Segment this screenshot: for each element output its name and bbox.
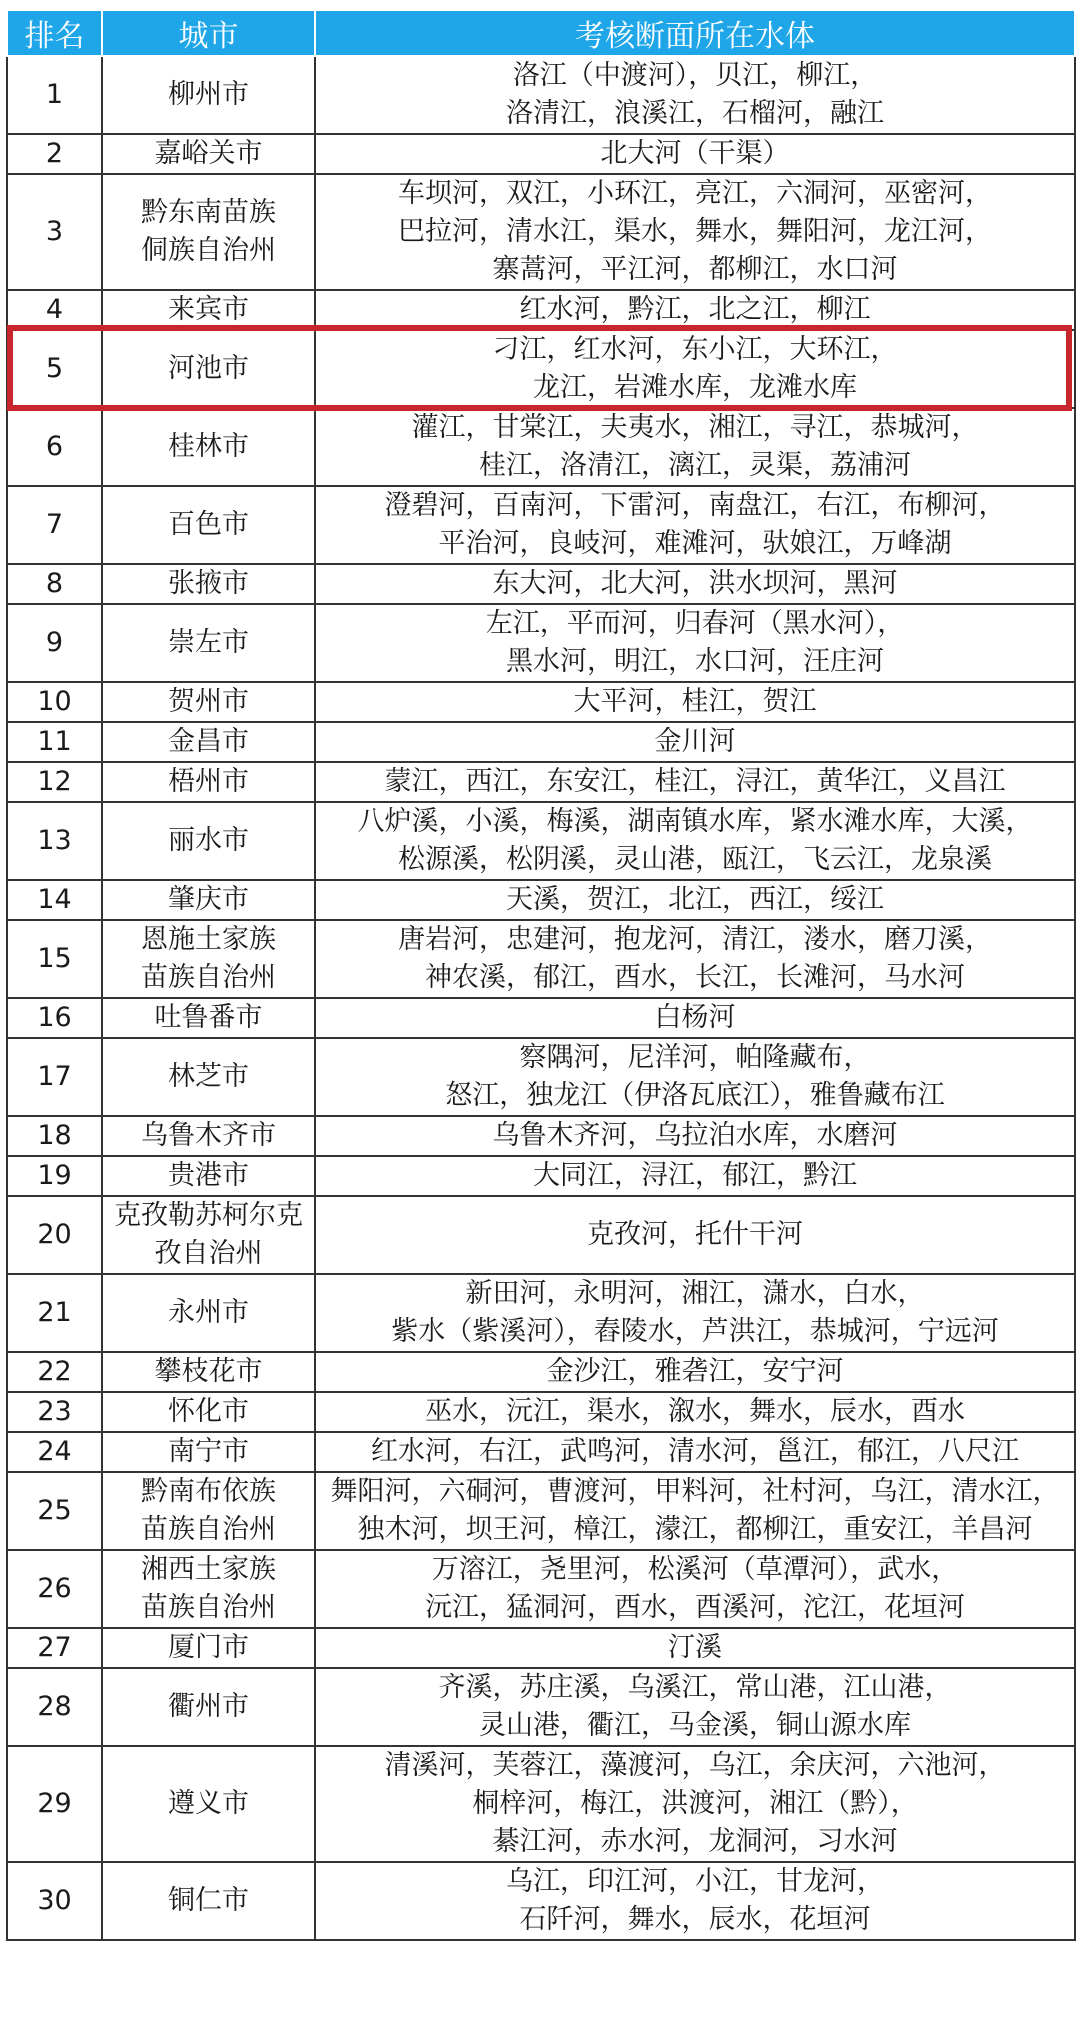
water-body-line: 清溪河，芙蓉江，藻渡河，乌江，余庆河，六池河， bbox=[384, 1750, 1006, 1781]
water-body-line: 乌江，印江河，小江，甘龙河， bbox=[506, 1866, 884, 1897]
table-row bbox=[7, 802, 1075, 880]
table-row bbox=[7, 1550, 1075, 1628]
water-body-cell bbox=[315, 682, 1075, 722]
table-row bbox=[7, 1352, 1075, 1392]
water-body-cell bbox=[315, 1196, 1075, 1274]
rank-cell: 22 bbox=[7, 1352, 102, 1392]
water-body-cell bbox=[315, 330, 1075, 408]
city-name-line: 柳州市 bbox=[168, 79, 249, 110]
city-name-line: 厦门市 bbox=[168, 1632, 249, 1663]
city-cell bbox=[102, 880, 315, 920]
city-name-line: 乌鲁木齐市 bbox=[141, 1120, 276, 1151]
table-row bbox=[7, 330, 1075, 408]
table-row bbox=[7, 920, 1075, 998]
water-body-line: 汀溪 bbox=[668, 1632, 722, 1663]
rank-cell: 28 bbox=[7, 1668, 102, 1746]
city-cell bbox=[102, 1862, 315, 1940]
rank-cell: 15 bbox=[7, 920, 102, 998]
city-name-line: 崇左市 bbox=[168, 627, 249, 658]
table-row bbox=[7, 604, 1075, 682]
table-row bbox=[7, 1274, 1075, 1352]
city-name-line: 肇庆市 bbox=[168, 884, 249, 915]
city-name-line: 黔南布依族 bbox=[141, 1476, 276, 1507]
city-cell bbox=[102, 1392, 315, 1432]
water-body-line: 龙江，岩滩水库，龙滩水库 bbox=[533, 372, 857, 403]
water-body-line: 察隅河，尼洋河，帕隆藏布， bbox=[519, 1042, 871, 1073]
water-body-cell bbox=[315, 564, 1075, 604]
water-body-cell bbox=[315, 1746, 1075, 1862]
rank-cell: 24 bbox=[7, 1432, 102, 1472]
table-row bbox=[7, 1472, 1075, 1550]
city-name-line: 湘西土家族 bbox=[141, 1554, 276, 1585]
water-body-line: 金沙江，雅砻江，安宁河 bbox=[546, 1356, 844, 1387]
rank-cell: 2 bbox=[7, 134, 102, 174]
table-row bbox=[7, 290, 1075, 330]
city-name-line: 克孜勒苏柯尔克 bbox=[114, 1200, 303, 1231]
city-name-line: 百色市 bbox=[168, 509, 249, 540]
table-row bbox=[7, 722, 1075, 762]
water-body-line: 洛江（中渡河），贝江，柳江， bbox=[512, 60, 878, 91]
city-cell bbox=[102, 1274, 315, 1352]
rank-cell: 20 bbox=[7, 1196, 102, 1274]
water-body-cell bbox=[315, 290, 1075, 330]
city-cell bbox=[102, 1432, 315, 1472]
water-body-cell bbox=[315, 1862, 1075, 1940]
city-name-line: 林芝市 bbox=[168, 1061, 249, 1092]
city-cell bbox=[102, 920, 315, 998]
table-row bbox=[7, 1862, 1075, 1940]
table-row bbox=[7, 134, 1075, 174]
city-cell bbox=[102, 564, 315, 604]
water-body-line: 灵山港，衢江，马金溪，铜山源水库 bbox=[479, 1710, 911, 1741]
city-cell bbox=[102, 486, 315, 564]
water-body-line: 克孜河，托什干河 bbox=[587, 1219, 803, 1250]
city-cell bbox=[102, 1116, 315, 1156]
city-name-line: 金昌市 bbox=[168, 726, 249, 757]
city-cell bbox=[102, 1196, 315, 1274]
header-water-body: 考核断面所在水体 bbox=[315, 10, 1075, 56]
table-row bbox=[7, 998, 1075, 1038]
city-name-line: 吐鲁番市 bbox=[154, 1002, 263, 1033]
header-rank: 排名 bbox=[7, 10, 102, 56]
water-body-line: 巫水，沅江，渠水，溆水，舞水，辰水，酉水 bbox=[425, 1396, 965, 1427]
rank-cell: 17 bbox=[7, 1038, 102, 1116]
table-row bbox=[7, 564, 1075, 604]
water-body-cell bbox=[315, 1156, 1075, 1196]
water-body-line: 桂江，洛清江，漓江，灵渠，荔浦河 bbox=[479, 450, 911, 481]
rank-cell: 13 bbox=[7, 802, 102, 880]
city-name-line: 遵义市 bbox=[168, 1788, 249, 1819]
rank-cell: 30 bbox=[7, 1862, 102, 1940]
city-name-line: 苗族自治州 bbox=[141, 1592, 276, 1623]
water-body-line: 车坝河，双江，小环江，亮江，六洞河，巫密河， bbox=[398, 178, 992, 209]
water-body-line: 齐溪，苏庄溪，乌溪江，常山港，江山港， bbox=[438, 1672, 952, 1703]
table-row bbox=[7, 1746, 1075, 1862]
rank-cell: 16 bbox=[7, 998, 102, 1038]
city-cell bbox=[102, 1472, 315, 1550]
rank-cell: 12 bbox=[7, 762, 102, 802]
water-body-line: 唐岩河，忠建河，抱龙河，清江，溇水，磨刀溪， bbox=[398, 924, 992, 955]
water-body-line: 大平河，桂江，贺江 bbox=[573, 686, 817, 717]
city-name-line: 恩施土家族 bbox=[141, 924, 276, 955]
water-body-cell bbox=[315, 604, 1075, 682]
city-name-line: 铜仁市 bbox=[168, 1885, 249, 1916]
table-row bbox=[7, 1392, 1075, 1432]
city-name-line: 衢州市 bbox=[168, 1691, 249, 1722]
city-cell bbox=[102, 56, 315, 134]
city-name-line: 贺州市 bbox=[168, 686, 249, 717]
water-body-cell bbox=[315, 1550, 1075, 1628]
rank-cell: 26 bbox=[7, 1550, 102, 1628]
rank-cell: 10 bbox=[7, 682, 102, 722]
water-body-line: 巴拉河，清水江，渠水，舞水，舞阳河，龙江河， bbox=[398, 216, 992, 247]
water-body-line: 石阡河，舞水，辰水，花垣河 bbox=[519, 1904, 871, 1935]
table-row bbox=[7, 682, 1075, 722]
table-row bbox=[7, 762, 1075, 802]
rank-cell: 4 bbox=[7, 290, 102, 330]
city-cell bbox=[102, 762, 315, 802]
city-cell bbox=[102, 174, 315, 290]
rank-cell: 21 bbox=[7, 1274, 102, 1352]
table-row bbox=[7, 174, 1075, 290]
water-body-line: 左江，平而河，归春河（黑水河）， bbox=[485, 608, 905, 639]
table-header-row bbox=[7, 10, 1075, 56]
water-body-line: 北大河（干渠） bbox=[600, 138, 790, 169]
water-body-line: 紫水（紫溪河），舂陵水，芦洪江，恭城河，宁远河 bbox=[391, 1316, 999, 1347]
water-body-line: 红水河，黔江，北之江，柳江 bbox=[519, 294, 871, 325]
water-body-line: 桐梓河，梅江，洪渡河，湘江（黔）， bbox=[472, 1788, 918, 1819]
water-body-cell bbox=[315, 1472, 1075, 1550]
city-cell bbox=[102, 1628, 315, 1668]
table-row bbox=[7, 1432, 1075, 1472]
city-name-line: 南宁市 bbox=[168, 1436, 249, 1467]
city-name-line: 苗族自治州 bbox=[141, 1514, 276, 1545]
water-body-cell bbox=[315, 1432, 1075, 1472]
rank-cell: 29 bbox=[7, 1746, 102, 1862]
water-body-cell bbox=[315, 880, 1075, 920]
water-body-cell bbox=[315, 998, 1075, 1038]
table-row bbox=[7, 1038, 1075, 1116]
city-cell bbox=[102, 604, 315, 682]
water-quality-ranking-table bbox=[6, 9, 1076, 1941]
city-cell bbox=[102, 1746, 315, 1862]
water-body-line: 金川河 bbox=[654, 726, 736, 757]
water-body-cell bbox=[315, 1274, 1075, 1352]
water-body-line: 綦江河，赤水河，龙洞河，习水河 bbox=[492, 1826, 898, 1857]
city-cell bbox=[102, 330, 315, 408]
city-name-line: 攀枝花市 bbox=[154, 1356, 263, 1387]
water-body-line: 怒江，独龙江（伊洛瓦底江），雅鲁藏布江 bbox=[445, 1080, 945, 1111]
table-row bbox=[7, 56, 1075, 134]
water-body-cell bbox=[315, 1116, 1075, 1156]
rank-cell: 25 bbox=[7, 1472, 102, 1550]
water-body-cell bbox=[315, 1038, 1075, 1116]
rank-cell: 23 bbox=[7, 1392, 102, 1432]
city-name-line: 黔东南苗族 bbox=[141, 197, 276, 228]
rank-cell: 8 bbox=[7, 564, 102, 604]
city-cell bbox=[102, 1038, 315, 1116]
rank-cell: 11 bbox=[7, 722, 102, 762]
city-name-line: 丽水市 bbox=[168, 825, 249, 856]
city-name-line: 苗族自治州 bbox=[141, 962, 276, 993]
city-name-line: 怀化市 bbox=[168, 1396, 249, 1427]
table-row bbox=[7, 1116, 1075, 1156]
water-body-line: 独木河，坝王河，樟江，濛江，都柳江，重安江，羊昌河 bbox=[357, 1514, 1033, 1545]
city-cell bbox=[102, 290, 315, 330]
rank-cell: 6 bbox=[7, 408, 102, 486]
water-body-line: 洛清江，浪溪江，石榴河，融江 bbox=[506, 98, 884, 129]
rank-cell: 5 bbox=[7, 330, 102, 408]
rank-cell: 19 bbox=[7, 1156, 102, 1196]
water-body-line: 白杨河 bbox=[654, 1002, 736, 1033]
city-name-line: 侗族自治州 bbox=[141, 235, 276, 266]
table-row bbox=[7, 408, 1075, 486]
city-name-line: 来宾市 bbox=[168, 294, 249, 325]
city-cell bbox=[102, 802, 315, 880]
water-body-cell bbox=[315, 802, 1075, 880]
water-body-cell bbox=[315, 134, 1075, 174]
water-body-line: 蒙江，西江，东安江，桂江，浔江，黄华江，义昌江 bbox=[384, 766, 1006, 797]
city-name-line: 桂林市 bbox=[168, 431, 249, 462]
water-body-line: 神农溪，郁江，酉水，长江，长滩河，马水河 bbox=[425, 962, 965, 993]
table-row bbox=[7, 1156, 1075, 1196]
rank-cell: 18 bbox=[7, 1116, 102, 1156]
city-cell bbox=[102, 1156, 315, 1196]
rank-cell: 1 bbox=[7, 56, 102, 134]
table-row bbox=[7, 486, 1075, 564]
table-row bbox=[7, 1196, 1075, 1274]
water-body-line: 万溶江，尧里河，松溪河（草潭河），武水， bbox=[431, 1554, 959, 1585]
city-name-line: 贵港市 bbox=[168, 1160, 249, 1191]
water-body-cell bbox=[315, 174, 1075, 290]
water-body-cell bbox=[315, 762, 1075, 802]
city-name-line: 嘉峪关市 bbox=[154, 138, 263, 169]
water-body-line: 刁江，红水河，东小江，大环江， bbox=[492, 334, 898, 365]
table-body bbox=[7, 56, 1075, 1940]
water-body-line: 澄碧河，百南河，下雷河，南盘江，右江，布柳河， bbox=[384, 490, 1006, 521]
rank-cell: 3 bbox=[7, 174, 102, 290]
water-body-line: 灌江，甘棠江，夫夷水，湘江，寻江，恭城河， bbox=[411, 412, 979, 443]
water-body-cell bbox=[315, 1352, 1075, 1392]
city-cell bbox=[102, 408, 315, 486]
city-name-line: 河池市 bbox=[168, 353, 249, 384]
water-body-cell bbox=[315, 1628, 1075, 1668]
city-cell bbox=[102, 134, 315, 174]
water-body-line: 红水河，右江，武鸣河，清水河，邕江，郁江，八尺江 bbox=[371, 1436, 1019, 1467]
water-body-line: 新田河，永明河，湘江，潇水，白水， bbox=[465, 1278, 925, 1309]
water-body-line: 乌鲁木齐河，乌拉泊水库，水磨河 bbox=[492, 1120, 898, 1151]
rank-cell: 9 bbox=[7, 604, 102, 682]
table-row bbox=[7, 1628, 1075, 1668]
city-cell bbox=[102, 1550, 315, 1628]
city-name-line: 孜自治州 bbox=[154, 1238, 263, 1269]
city-cell bbox=[102, 722, 315, 762]
water-body-cell bbox=[315, 1392, 1075, 1432]
city-cell bbox=[102, 1668, 315, 1746]
water-body-cell bbox=[315, 920, 1075, 998]
water-body-line: 沅江，猛洞河，酉水，酉溪河，沱江，花垣河 bbox=[425, 1592, 965, 1623]
water-body-line: 大同江，浔江，郁江，黔江 bbox=[533, 1160, 857, 1191]
water-body-cell bbox=[315, 486, 1075, 564]
header-city: 城市 bbox=[102, 10, 315, 56]
water-body-cell bbox=[315, 408, 1075, 486]
rank-cell: 27 bbox=[7, 1628, 102, 1668]
water-body-line: 舞阳河，六硐河，曹渡河，甲料河，社村河，乌江，清水江， bbox=[330, 1476, 1060, 1507]
rank-cell: 7 bbox=[7, 486, 102, 564]
water-body-line: 黑水河，明江，水口河，汪庄河 bbox=[506, 646, 884, 677]
water-body-line: 平治河，良岐河，难滩河，驮娘江，万峰湖 bbox=[438, 528, 952, 559]
city-name-line: 梧州市 bbox=[168, 766, 249, 797]
city-name-line: 永州市 bbox=[168, 1297, 249, 1328]
water-body-cell bbox=[315, 56, 1075, 134]
city-cell bbox=[102, 1352, 315, 1392]
water-body-line: 天溪，贺江，北江，西江，绥江 bbox=[506, 884, 884, 915]
water-body-line: 松源溪，松阴溪，灵山港，瓯江，飞云江，龙泉溪 bbox=[398, 844, 992, 875]
water-body-line: 八炉溪，小溪，梅溪，湖南镇水库，紧水滩水库，大溪， bbox=[357, 806, 1033, 837]
water-body-cell bbox=[315, 722, 1075, 762]
city-cell bbox=[102, 682, 315, 722]
rank-cell: 14 bbox=[7, 880, 102, 920]
water-body-line: 东大河，北大河，洪水坝河，黑河 bbox=[492, 568, 898, 599]
table-row bbox=[7, 1668, 1075, 1746]
city-cell bbox=[102, 998, 315, 1038]
city-name-line: 张掖市 bbox=[168, 568, 249, 599]
water-body-line: 寨蒿河，平江河，都柳江，水口河 bbox=[492, 254, 898, 285]
water-body-cell bbox=[315, 1668, 1075, 1746]
table-row bbox=[7, 880, 1075, 920]
